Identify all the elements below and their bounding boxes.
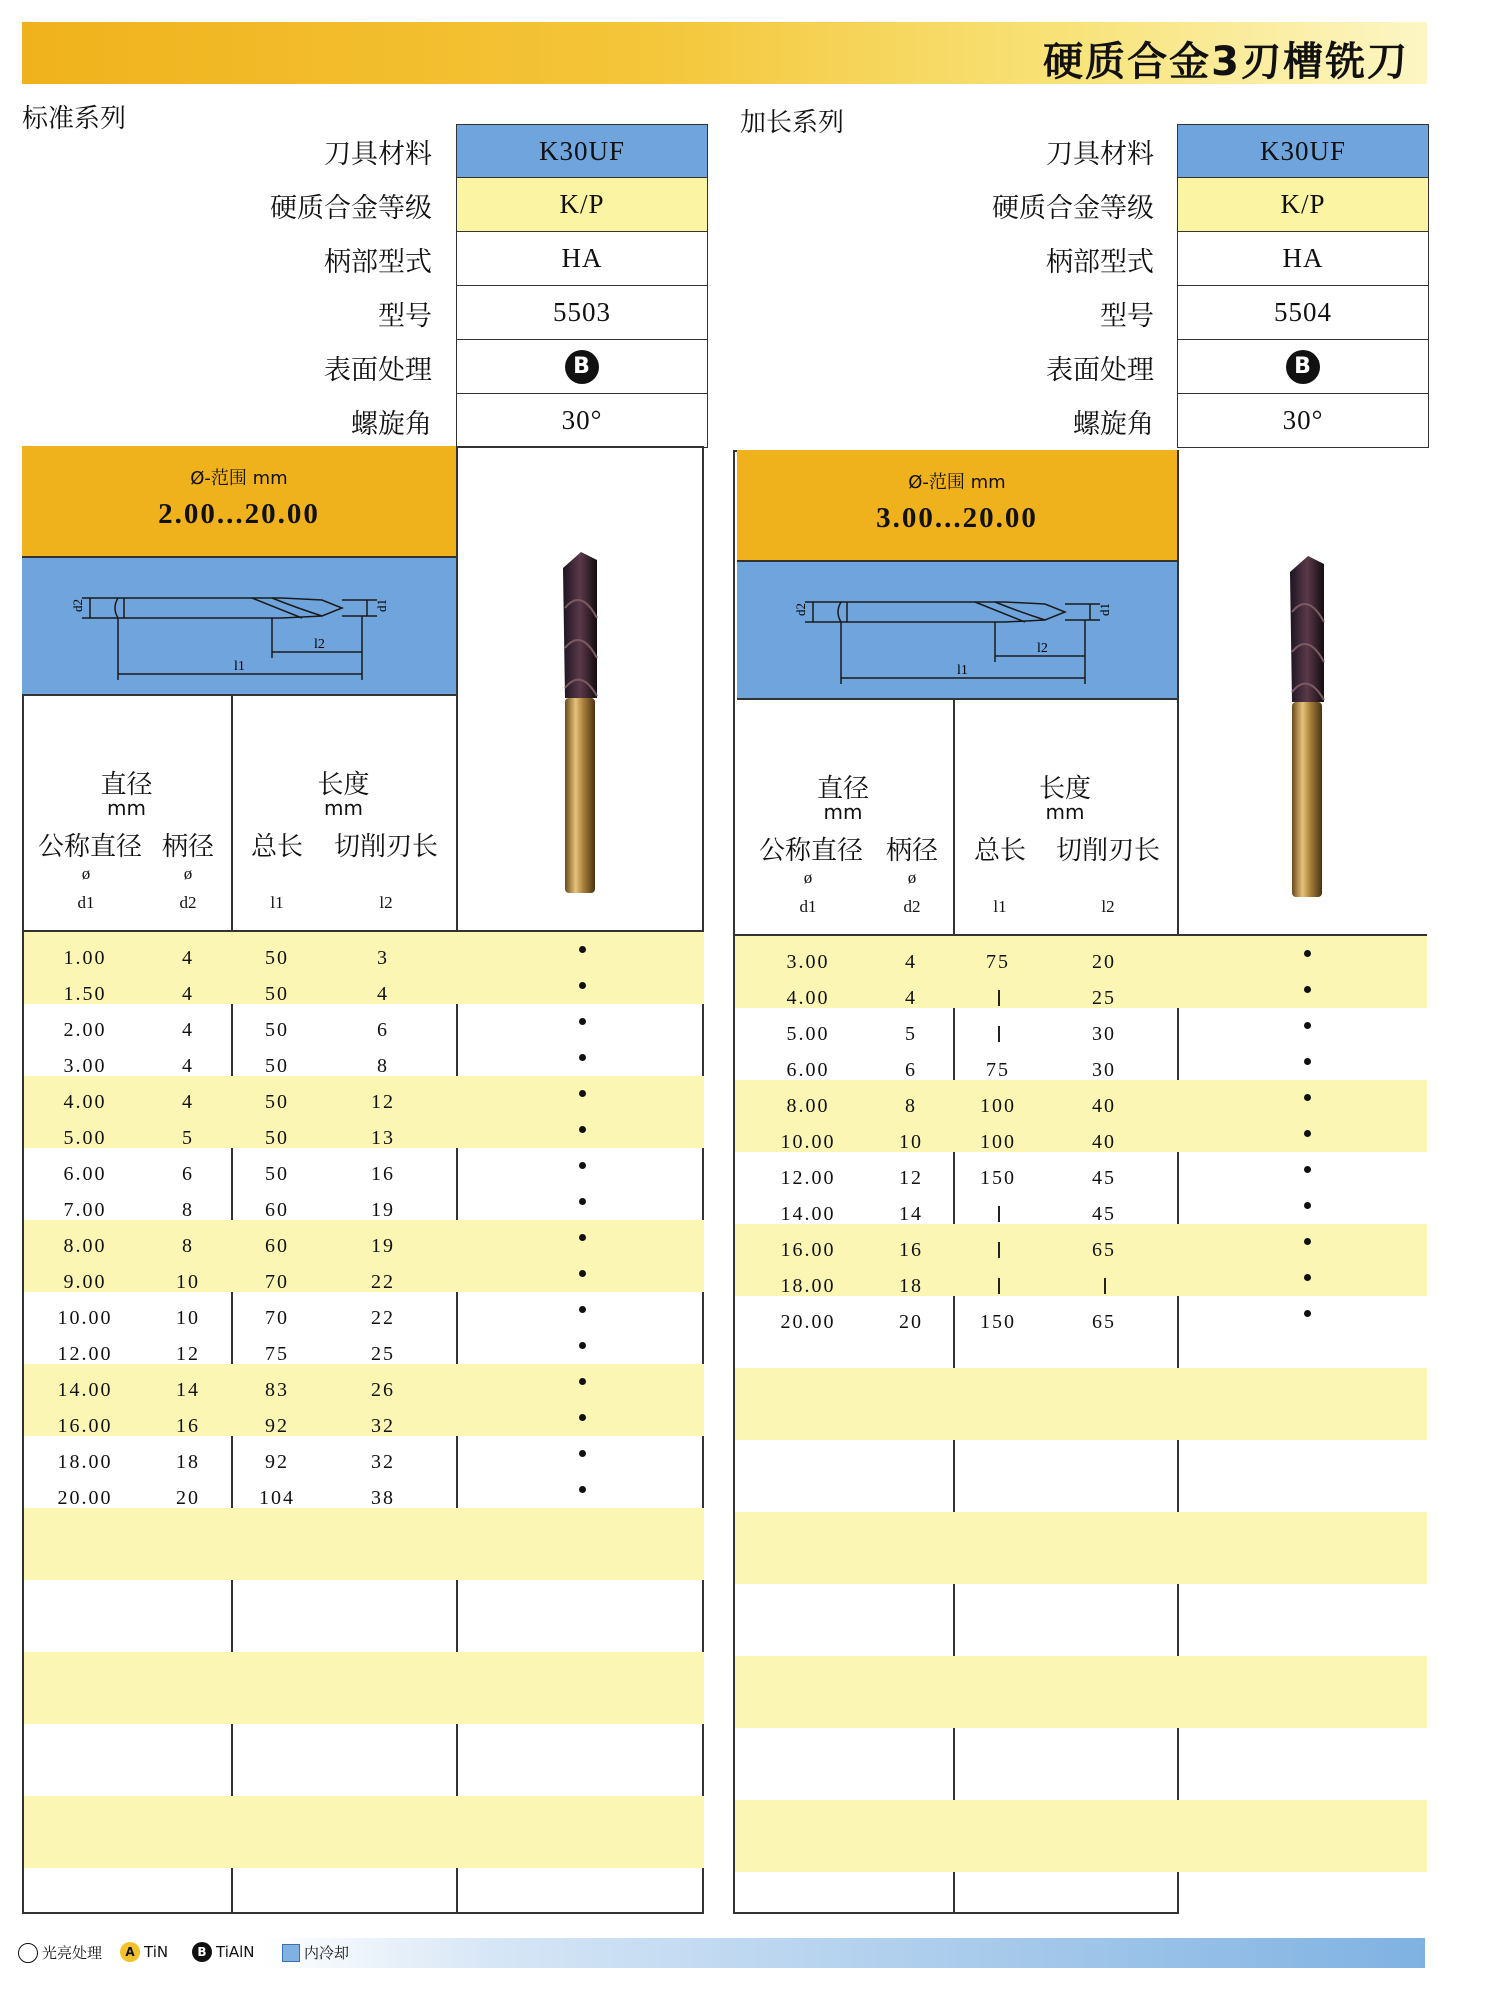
- dim-label-l2: l2: [314, 637, 325, 652]
- availability-dot: [1304, 1166, 1311, 1173]
- left-diameter-heading: 直径: [100, 770, 153, 800]
- dim-label-l1: l1: [957, 663, 968, 678]
- table-cell: 4: [182, 1019, 194, 1041]
- table-cell: 16.00: [57, 1415, 113, 1437]
- table-cell: 18: [899, 1275, 923, 1297]
- availability-dot: [579, 1414, 586, 1421]
- left-sub-d2: d2: [179, 893, 197, 912]
- spec-label: 柄部型式: [1046, 247, 1154, 278]
- stripe-band: [735, 1800, 1427, 1872]
- table-cell: 8: [182, 1235, 194, 1257]
- table-cell: 12: [176, 1343, 200, 1365]
- availability-dot: [1304, 1094, 1311, 1101]
- square-icon: [282, 1944, 300, 1962]
- left-col-total: 总长: [250, 832, 303, 862]
- table-cell: 20.00: [57, 1487, 113, 1509]
- table-cell: 4: [182, 983, 194, 1005]
- spec-label: 表面处理: [324, 355, 432, 386]
- continuation-dash: [998, 990, 1000, 1006]
- table-cell: 20: [899, 1311, 923, 1333]
- spec-value-cell: HA: [1177, 232, 1429, 286]
- table-cell: 50: [265, 983, 289, 1005]
- table-cell: 1.50: [63, 983, 107, 1005]
- table-cell: 12.00: [780, 1167, 836, 1189]
- stripe-band: [735, 1656, 1427, 1728]
- spec-label: 硬质合金等级: [992, 193, 1154, 224]
- table-cell: 14.00: [57, 1379, 113, 1401]
- availability-dot: [579, 982, 586, 989]
- table-cell: 18.00: [57, 1451, 113, 1473]
- table-cell: 18.00: [780, 1275, 836, 1297]
- dim-label-d2: d2: [793, 603, 808, 616]
- table-cell: 60: [265, 1235, 289, 1257]
- table-cell: 50: [265, 947, 289, 969]
- table-cell: 8: [377, 1055, 389, 1077]
- table-cell: 10: [899, 1131, 923, 1153]
- table-cell: 45: [1092, 1203, 1116, 1225]
- table-cell: 14.00: [780, 1203, 836, 1225]
- table-cell: 30: [1092, 1059, 1116, 1081]
- right-sub-l2: l2: [1101, 897, 1115, 916]
- right-col-total: 总长: [973, 836, 1026, 866]
- table-cell: 40: [1092, 1095, 1116, 1117]
- stripe-band: [24, 1796, 704, 1868]
- table-cell: 6: [182, 1163, 194, 1185]
- table-cell: 25: [1092, 987, 1116, 1009]
- stripe-band: [24, 1508, 704, 1580]
- table-cell: 10: [176, 1271, 200, 1293]
- table-cell: 10.00: [780, 1131, 836, 1153]
- spec-value-cell: 30°: [456, 394, 708, 448]
- empty-circle-icon: [18, 1943, 38, 1963]
- spec-value-cell: 30°: [1177, 394, 1429, 448]
- left-sym-d2: ø: [183, 864, 193, 883]
- availability-dot: [1304, 950, 1311, 957]
- spec-label: 表面处理: [1046, 355, 1154, 386]
- table-cell: 4.00: [786, 987, 830, 1009]
- end-mill-photo-right: [1282, 552, 1336, 900]
- table-cell: 9.00: [63, 1271, 107, 1293]
- table-cell: 5: [905, 1023, 917, 1045]
- table-cell: 30: [1092, 1023, 1116, 1045]
- left-diameter-unit: mm: [107, 796, 146, 820]
- table-cell: 6: [377, 1019, 389, 1041]
- legend-label: 内冷却: [304, 1944, 350, 1962]
- table-cell: 8: [182, 1199, 194, 1221]
- continuation-dash: [998, 1026, 1000, 1042]
- availability-dot: [579, 1198, 586, 1205]
- right-series-label: 加长系列: [740, 108, 845, 138]
- table-cell: 3.00: [786, 951, 830, 973]
- table-cell: 1.00: [63, 947, 107, 969]
- table-cell: 14: [176, 1379, 200, 1401]
- right-diameter-heading: 直径: [816, 774, 869, 804]
- end-mill-photo-left: [555, 548, 609, 896]
- stripe-band: [735, 1512, 1427, 1584]
- table-cell: 50: [265, 1091, 289, 1113]
- table-cell: 50: [265, 1019, 289, 1041]
- dim-label-d2: d2: [70, 599, 85, 612]
- table-cell: 19: [371, 1235, 395, 1257]
- table-cell: 10: [176, 1307, 200, 1329]
- table-cell: 3.00: [63, 1055, 107, 1077]
- table-cell: 16: [176, 1415, 200, 1437]
- spec-value-cell: [456, 340, 708, 394]
- badge-a-icon: A: [120, 1942, 140, 1962]
- left-sub-l2: l2: [379, 893, 393, 912]
- left-length-unit: mm: [324, 796, 363, 820]
- table-cell: 10.00: [57, 1307, 113, 1329]
- table-cell: 70: [265, 1271, 289, 1293]
- stripe-band: [24, 1652, 704, 1724]
- table-cell: 150: [980, 1167, 1016, 1189]
- spec-label: 螺旋角: [351, 409, 432, 440]
- continuation-dash: [998, 1242, 1000, 1258]
- right-sub-d1: d1: [799, 897, 817, 916]
- table-cell: 100: [980, 1131, 1016, 1153]
- right-range-label: Ø-范围 mm: [908, 472, 1006, 493]
- availability-dot: [1304, 1274, 1311, 1281]
- table-cell: 20: [176, 1487, 200, 1509]
- table-cell: 104: [259, 1487, 295, 1509]
- spec-label: 螺旋角: [1073, 409, 1154, 440]
- left-range-label: Ø-范围 mm: [190, 468, 288, 489]
- spec-value-cell: K/P: [456, 178, 708, 232]
- right-sym-d1: ø: [803, 868, 813, 887]
- availability-dot: [579, 1090, 586, 1097]
- table-cell: 50: [265, 1055, 289, 1077]
- right-sub-l1: l1: [993, 897, 1007, 916]
- dim-label-d1: d1: [1097, 603, 1112, 616]
- table-cell: 20.00: [780, 1311, 836, 1333]
- table-cell: 4: [182, 1091, 194, 1113]
- right-sub-d2: d2: [903, 897, 921, 916]
- table-cell: 26: [371, 1379, 395, 1401]
- badge-b-icon: B: [192, 1942, 212, 1962]
- table-cell: 16: [899, 1239, 923, 1261]
- coating-b-badge-icon: B: [1286, 350, 1320, 384]
- table-cell: 8.00: [63, 1235, 107, 1257]
- left-sub-d1: d1: [77, 893, 95, 912]
- availability-dot: [1304, 1310, 1311, 1317]
- table-cell: 75: [986, 951, 1010, 973]
- table-cell: 65: [1092, 1311, 1116, 1333]
- dim-label-l2: l2: [1037, 641, 1048, 656]
- right-length-heading: 长度: [1038, 774, 1091, 804]
- right-sym-d2: ø: [907, 868, 917, 887]
- dim-label-l1: l1: [234, 659, 245, 674]
- left-series-label: 标准系列: [22, 104, 127, 134]
- availability-dot: [579, 1270, 586, 1277]
- availability-dot: [579, 1162, 586, 1169]
- right-col-cutting: 切削刃长: [1055, 836, 1160, 866]
- spec-label: 刀具材料: [324, 139, 432, 170]
- table-cell: 20: [1092, 951, 1116, 973]
- table-cell: 12: [371, 1091, 395, 1113]
- table-cell: 100: [980, 1095, 1016, 1117]
- table-cell: 50: [265, 1163, 289, 1185]
- table-cell: 32: [371, 1415, 395, 1437]
- spec-value-cell: K/P: [1177, 178, 1429, 232]
- left-length-heading: 长度: [317, 770, 370, 800]
- table-cell: 8: [905, 1095, 917, 1117]
- table-cell: 8.00: [786, 1095, 830, 1117]
- left-range-value: 2.00...20.00: [158, 498, 320, 530]
- table-cell: 18: [176, 1451, 200, 1473]
- table-cell: 65: [1092, 1239, 1116, 1261]
- right-range-value: 3.00...20.00: [876, 502, 1038, 534]
- table-cell: 12: [899, 1167, 923, 1189]
- table-cell: 40: [1092, 1131, 1116, 1153]
- table-cell: 14: [899, 1203, 923, 1225]
- table-cell: 4: [905, 951, 917, 973]
- right-tool-diagram: [737, 562, 1177, 700]
- tool-dimension-drawing: [737, 562, 1177, 700]
- page-title: 硬质合金3刃槽铣刀: [1043, 39, 1409, 85]
- coating-legend: [0, 1938, 1511, 1968]
- table-cell: 16: [371, 1163, 395, 1185]
- legend-label: 光亮处理: [42, 1944, 103, 1962]
- table-cell: 6.00: [63, 1163, 107, 1185]
- table-cell: 7.00: [63, 1199, 107, 1221]
- right-range-box: [737, 450, 1177, 562]
- spec-value-cell: [1177, 340, 1429, 394]
- availability-dot: [1304, 1238, 1311, 1245]
- availability-dot: [1304, 1022, 1311, 1029]
- legend-internal-cooling: [282, 1942, 349, 1963]
- left-tool-diagram: [22, 558, 456, 696]
- left-sym-d1: ø: [81, 864, 91, 883]
- table-cell: 4.00: [63, 1091, 107, 1113]
- availability-dot: [1304, 1202, 1311, 1209]
- availability-dot: [579, 1378, 586, 1385]
- availability-dot: [579, 1054, 586, 1061]
- availability-dot: [579, 1234, 586, 1241]
- availability-dot: [579, 946, 586, 953]
- table-cell: 38: [371, 1487, 395, 1509]
- spec-value-cell: 5504: [1177, 286, 1429, 340]
- spec-value-cell: K30UF: [1177, 124, 1429, 178]
- table-cell: 92: [265, 1451, 289, 1473]
- legend-tialn: [192, 1942, 255, 1962]
- left-range-box: [22, 446, 456, 558]
- table-cell: 5.00: [63, 1127, 107, 1149]
- table-cell: 75: [986, 1059, 1010, 1081]
- availability-dot: [1304, 986, 1311, 993]
- right-col-shank: 柄径: [885, 836, 938, 866]
- spec-label: 柄部型式: [324, 247, 432, 278]
- spec-value-cell: 5503: [456, 286, 708, 340]
- left-sub-l1: l1: [270, 893, 284, 912]
- availability-dot: [579, 1486, 586, 1493]
- left-col-cutting: 切削刃长: [333, 832, 438, 862]
- table-cell: 16.00: [780, 1239, 836, 1261]
- table-cell: 32: [371, 1451, 395, 1473]
- table-cell: 83: [265, 1379, 289, 1401]
- spec-label: 型号: [378, 301, 432, 332]
- legend-label: TiN: [144, 1943, 169, 1961]
- table-cell: 50: [265, 1127, 289, 1149]
- right-col-nominal: 公称直径: [758, 836, 863, 866]
- table-cell: 45: [1092, 1167, 1116, 1189]
- spec-label: 刀具材料: [1046, 139, 1154, 170]
- table-cell: 150: [980, 1311, 1016, 1333]
- spec-label: 硬质合金等级: [270, 193, 432, 224]
- right-diameter-unit: mm: [823, 800, 863, 824]
- table-cell: 19: [371, 1199, 395, 1221]
- table-cell: 6.00: [786, 1059, 830, 1081]
- stripe-band: [735, 1368, 1427, 1440]
- legend-bar: [260, 1938, 1425, 1968]
- availability-dot: [1304, 1130, 1311, 1137]
- continuation-dash: [998, 1278, 1000, 1294]
- table-cell: 5: [182, 1127, 194, 1149]
- table-cell: 3: [377, 947, 389, 969]
- spec-value-cell: HA: [456, 232, 708, 286]
- tool-dimension-drawing: [22, 558, 456, 696]
- table-cell: 12.00: [57, 1343, 113, 1365]
- table-cell: 22: [371, 1271, 395, 1293]
- table-cell: 13: [371, 1127, 395, 1149]
- table-cell: 4: [377, 983, 389, 1005]
- table-cell: 4: [182, 1055, 194, 1077]
- availability-dot: [579, 1342, 586, 1349]
- table-cell: 92: [265, 1415, 289, 1437]
- table-cell: 5.00: [786, 1023, 830, 1045]
- continuation-dash: [1104, 1278, 1106, 1294]
- availability-dot: [579, 1126, 586, 1133]
- legend-bright: [18, 1942, 102, 1963]
- right-length-unit: mm: [1045, 800, 1085, 824]
- availability-dot: [1304, 1058, 1311, 1065]
- availability-dot: [579, 1306, 586, 1313]
- table-cell: 60: [265, 1199, 289, 1221]
- legend-label: TiAlN: [216, 1943, 255, 1961]
- availability-dot: [579, 1450, 586, 1457]
- spec-label: 型号: [1100, 301, 1154, 332]
- table-cell: 25: [371, 1343, 395, 1365]
- table-cell: 75: [265, 1343, 289, 1365]
- table-cell: 4: [905, 987, 917, 1009]
- dim-label-d1: d1: [374, 599, 389, 612]
- continuation-dash: [998, 1206, 1000, 1222]
- spec-value-cell: K30UF: [456, 124, 708, 178]
- availability-dot: [579, 1018, 586, 1025]
- table-cell: 22: [371, 1307, 395, 1329]
- table-cell: 6: [905, 1059, 917, 1081]
- coating-b-badge-icon: B: [565, 350, 599, 384]
- legend-tin: [120, 1942, 168, 1962]
- table-cell: 4: [182, 947, 194, 969]
- table-cell: 2.00: [63, 1019, 107, 1041]
- title-bar: [22, 22, 1427, 84]
- left-col-nominal: 公称直径: [37, 832, 142, 862]
- left-col-shank: 柄径: [161, 832, 214, 862]
- table-cell: 70: [265, 1307, 289, 1329]
